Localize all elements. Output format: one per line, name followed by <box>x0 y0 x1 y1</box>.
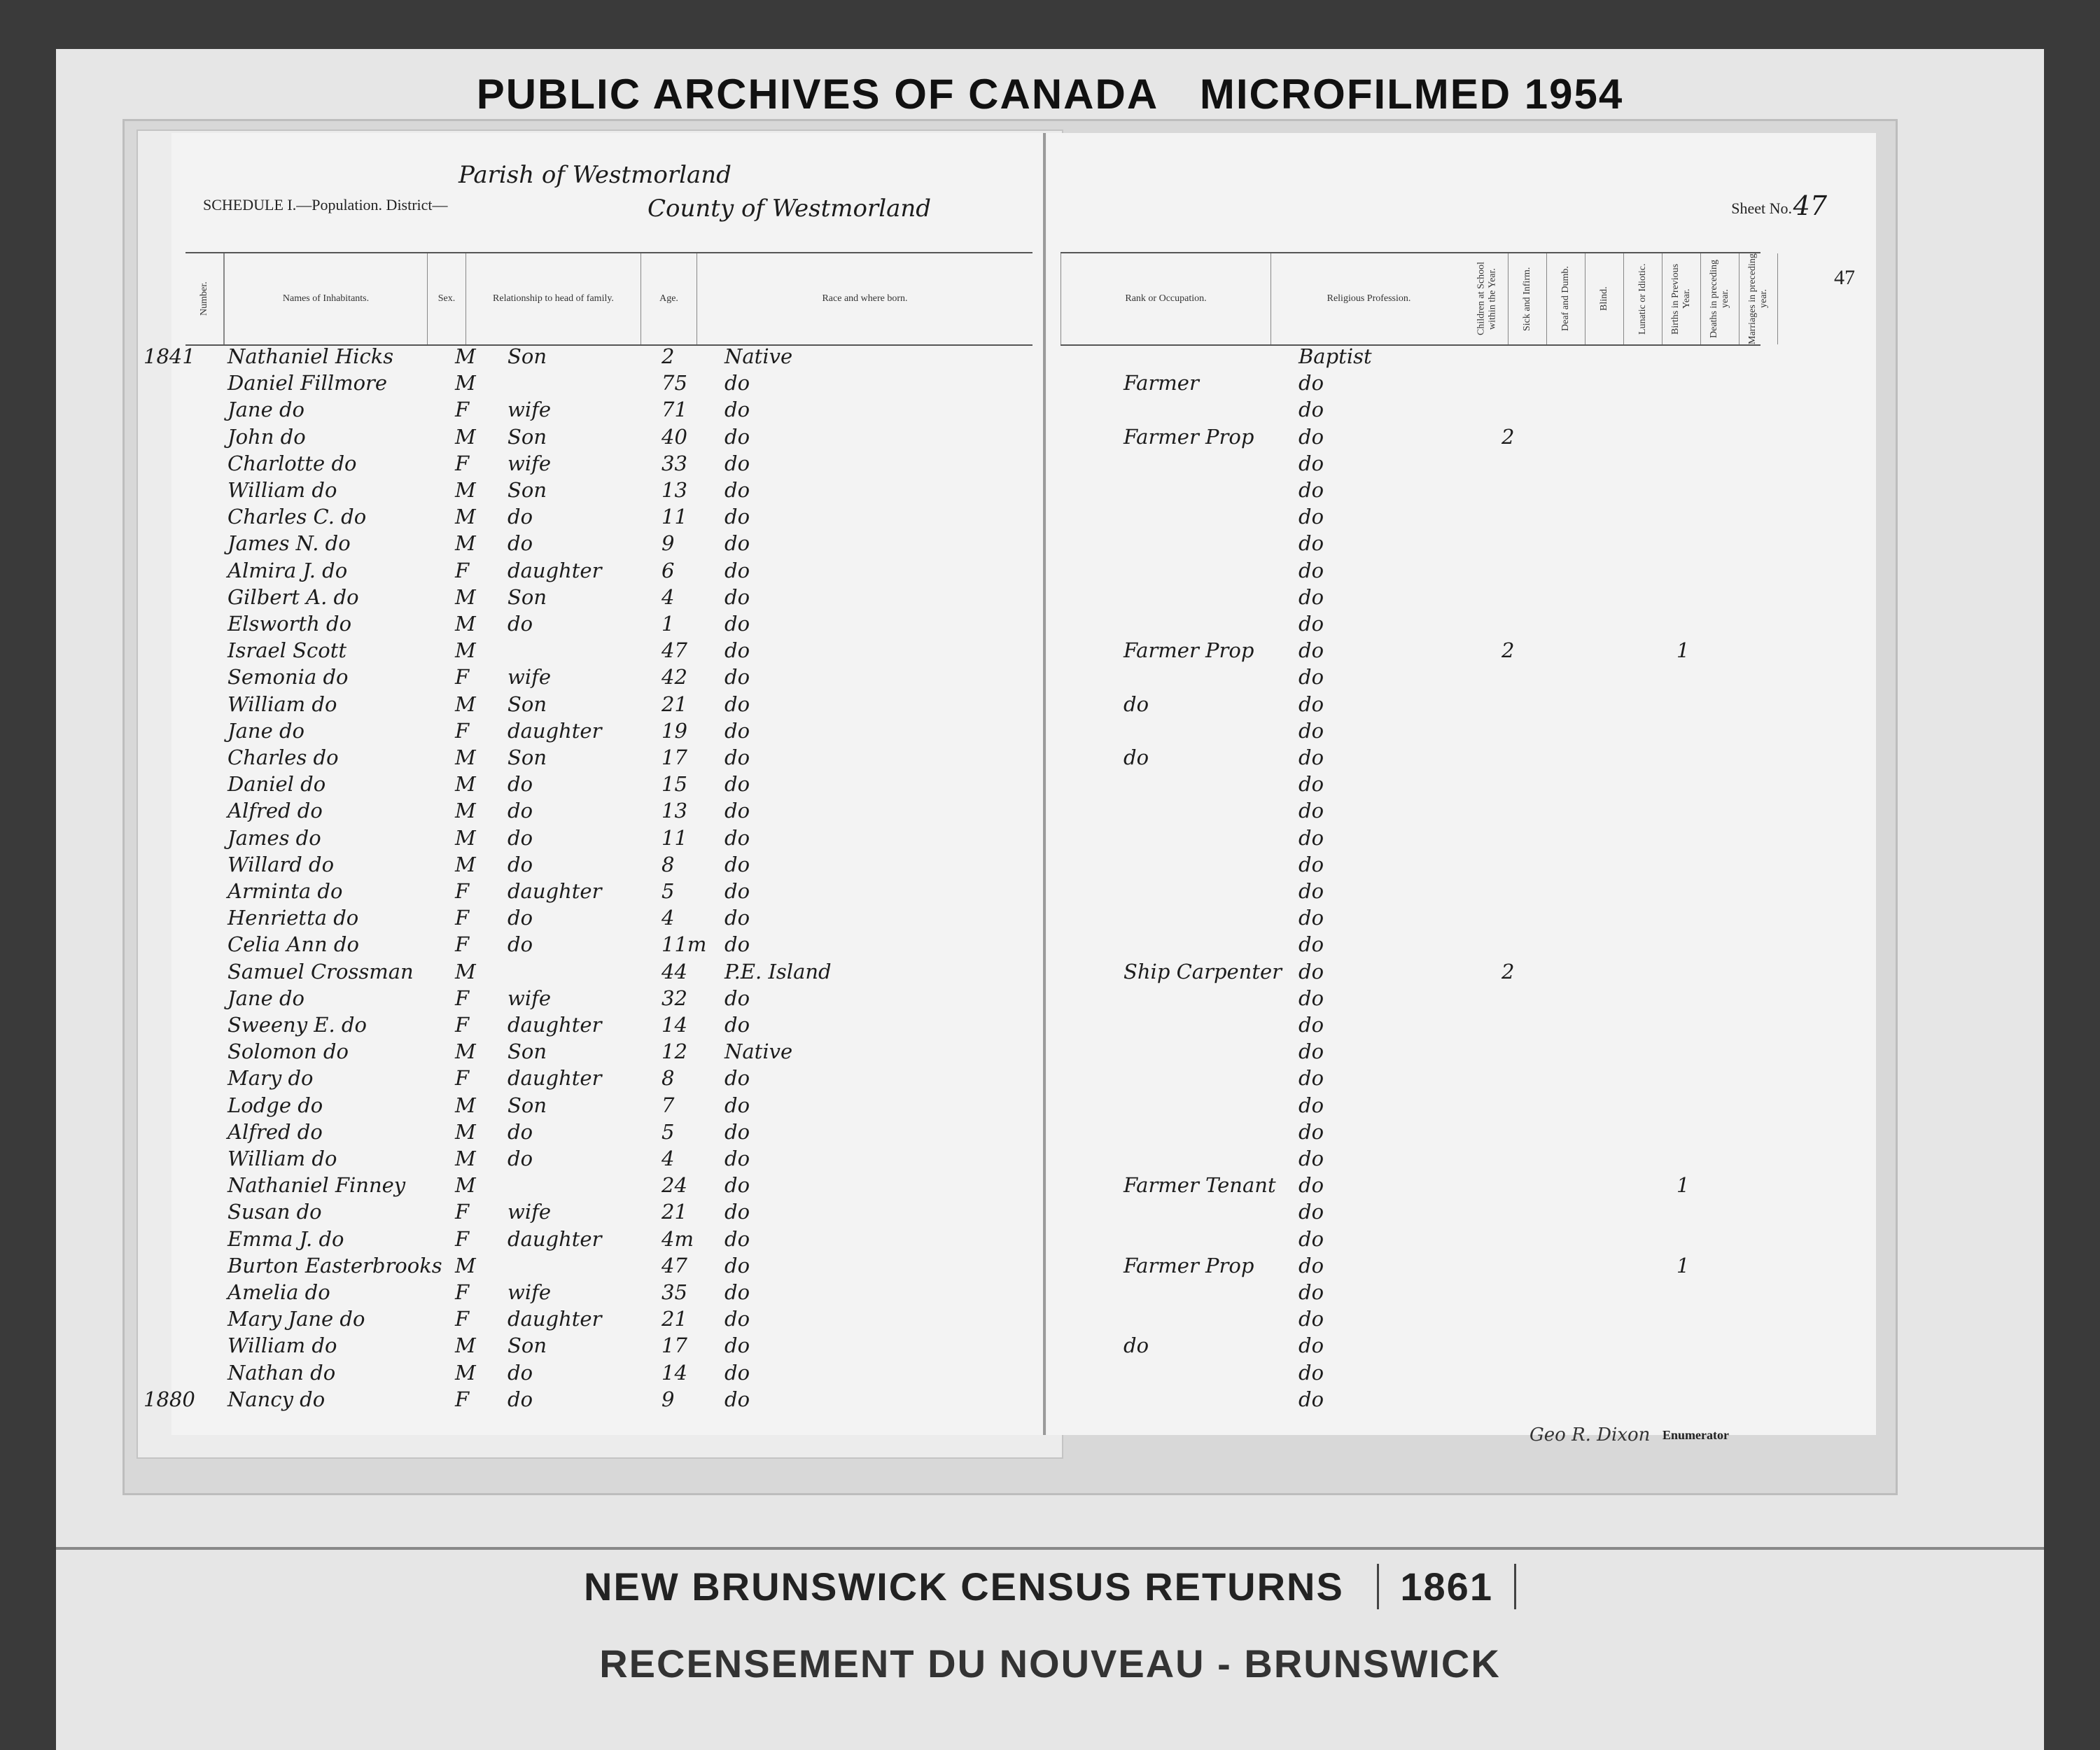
cell-name: Sweeny E. do <box>227 1013 367 1037</box>
cell-name: Elsworth do <box>227 612 352 636</box>
enumerator-signature: Geo R. Dixon <box>1530 1424 1651 1446</box>
cell-born: do <box>724 852 750 876</box>
cell-rel: do <box>507 772 533 797</box>
cell-age: 11 <box>662 505 687 529</box>
cell-rel-prof: do <box>1298 505 1324 529</box>
cell-age: 47 <box>662 638 687 663</box>
right-col-header-8: Births in Previous Year. <box>1662 253 1701 344</box>
cell-rel: daughter <box>507 879 602 903</box>
cell-rel: Son <box>507 692 547 716</box>
cell-name: William do <box>227 1147 337 1170</box>
cell-rel: do <box>507 932 533 957</box>
cell-name: Jane do <box>227 986 304 1010</box>
microfilmed-label: MICROFILMED 1954 <box>1199 71 1624 118</box>
cell-occ: Farmer <box>1124 371 1199 396</box>
cell-age: 35 <box>662 1280 687 1304</box>
cell-rel-prof: do <box>1298 825 1324 850</box>
cell-rel: Son <box>507 746 547 769</box>
right-col-header-1: Rank or Occupation. <box>1060 253 1270 344</box>
cell-rel-prof: do <box>1298 1226 1324 1251</box>
cell-rel: wife <box>507 986 551 1010</box>
cell-rel-prof: do <box>1298 718 1324 743</box>
cell-sex: M <box>455 584 476 609</box>
cell-age: 19 <box>662 718 687 743</box>
cell-school: 2 <box>1502 638 1515 663</box>
cell-rel-prof: do <box>1298 986 1324 1010</box>
cell-rel-prof: do <box>1298 1360 1324 1385</box>
cell-rel-prof: do <box>1298 1066 1324 1091</box>
cell-age: 71 <box>662 398 687 422</box>
cell-sex: M <box>455 531 476 556</box>
cell-rel: Son <box>507 584 547 609</box>
cell-sex: M <box>455 799 476 823</box>
cell-born: Native <box>724 1040 793 1064</box>
cell-rel: wife <box>507 398 551 422</box>
right-page <box>1046 133 1876 1446</box>
cell-sex: F <box>455 1013 470 1037</box>
cell-born: do <box>724 906 750 930</box>
cell-age: 14 <box>662 1013 687 1037</box>
cell-born: do <box>724 1307 750 1331</box>
cell-sex: M <box>455 825 476 850</box>
cell-school: 2 <box>1502 424 1515 449</box>
cell-name: Celia Ann do <box>227 932 359 957</box>
cell-rel-prof: do <box>1298 932 1324 957</box>
cell-sex: F <box>455 1307 470 1331</box>
cell-rel-prof: do <box>1298 665 1324 690</box>
enumerator-label: Enumerator <box>1662 1428 1729 1442</box>
right-column-headers <box>1060 252 1769 346</box>
cell-rel: do <box>507 612 533 636</box>
cell-age: 24 <box>662 1173 687 1198</box>
cell-born: do <box>724 424 750 449</box>
cell-age: 1 <box>662 612 675 636</box>
cell-sex: F <box>455 906 470 930</box>
cell-name: Mary do <box>227 1066 314 1091</box>
cell-name: Alfred do <box>227 1119 323 1144</box>
cell-rel: do <box>507 531 533 556</box>
cell-name: Arminta do <box>227 879 343 903</box>
cell-born: do <box>724 879 750 903</box>
census-year: 1861 <box>1377 1564 1516 1609</box>
cell-rel: daughter <box>507 718 602 743</box>
cell-name: Mary Jane do <box>227 1307 365 1331</box>
cell-sex: F <box>455 932 470 957</box>
cell-rel-prof: do <box>1298 906 1324 930</box>
cell-name: Alfred do <box>227 799 323 823</box>
cell-born: do <box>724 772 750 797</box>
cell-occ: Farmer Prop <box>1124 638 1254 663</box>
census-title-line <box>56 1564 2044 1609</box>
cell-occ: Ship Carpenter <box>1124 959 1282 983</box>
cell-sex: F <box>455 451 470 475</box>
cell-rel: do <box>507 825 533 850</box>
cell-born: do <box>724 825 750 850</box>
cell-rel-prof: do <box>1298 772 1324 797</box>
cell-age: 2 <box>662 344 675 368</box>
cell-rel-prof: do <box>1298 451 1324 475</box>
cell-num: 1880 <box>144 1387 195 1411</box>
cell-age: 6 <box>662 558 675 582</box>
cell-sex: M <box>455 1360 476 1385</box>
cell-rel-prof: do <box>1298 1040 1324 1064</box>
cell-rel: Son <box>507 478 547 502</box>
cell-age: 8 <box>662 1066 675 1091</box>
cell-age: 15 <box>662 772 687 797</box>
cell-born: do <box>724 1093 750 1117</box>
right-col-header-3: Children at School within the Year. <box>1466 253 1508 344</box>
cell-rel: wife <box>507 451 551 475</box>
cell-occ: Farmer Prop <box>1124 1253 1254 1278</box>
cell-age: 4 <box>662 906 675 930</box>
cell-rel-prof: do <box>1298 584 1324 609</box>
cell-rel-prof: do <box>1298 1334 1324 1358</box>
cell-occ: Farmer Tenant <box>1124 1173 1276 1198</box>
census-title: NEW BRUNSWICK CENSUS RETURNS <box>584 1564 1344 1609</box>
cell-born: do <box>724 986 750 1010</box>
cell-born: do <box>724 558 750 582</box>
cell-sex: F <box>455 398 470 422</box>
cell-rel-prof: do <box>1298 478 1324 502</box>
cell-rel-prof: do <box>1298 1280 1324 1304</box>
cell-sex: M <box>455 1334 476 1358</box>
cell-rel-prof: do <box>1298 1307 1324 1331</box>
cell-age: 17 <box>662 1334 687 1358</box>
cell-rel: do <box>507 1147 533 1170</box>
cell-age: 33 <box>662 451 687 475</box>
cell-age: 14 <box>662 1360 687 1385</box>
cell-age: 4m <box>662 1226 694 1251</box>
cell-name: Willard do <box>227 852 335 876</box>
cell-born: do <box>724 612 750 636</box>
left-col-header-3: Sex. <box>427 253 465 344</box>
cell-born: do <box>724 1200 750 1224</box>
right-col-header-9: Deaths in preceding year. <box>1701 253 1740 344</box>
cell-sex: M <box>455 692 476 716</box>
cell-occ: do <box>1124 746 1149 769</box>
cell-born: do <box>724 718 750 743</box>
cell-rel-prof: do <box>1298 612 1324 636</box>
cell-rel-prof: do <box>1298 879 1324 903</box>
cell-rel-prof: do <box>1298 799 1324 823</box>
cell-sex: M <box>455 1040 476 1064</box>
cell-rel-prof: do <box>1298 1147 1324 1170</box>
bottom-band <box>56 1547 2044 1750</box>
left-col-header-5: Age. <box>640 253 696 344</box>
cell-name: Nathaniel Hicks <box>227 344 394 368</box>
cell-born: do <box>724 1013 750 1037</box>
cell-sex: M <box>455 478 476 502</box>
cell-sex: M <box>455 424 476 449</box>
cell-name: Nathan do <box>227 1360 336 1385</box>
cell-name: Nathaniel Finney <box>227 1173 406 1198</box>
cell-rel-prof: Baptist <box>1298 344 1372 368</box>
cell-sex: F <box>455 1226 470 1251</box>
cell-school: 2 <box>1502 959 1515 983</box>
cell-age: 4 <box>662 1147 675 1170</box>
cell-occ: Farmer Prop <box>1124 424 1254 449</box>
cell-rel: wife <box>507 665 551 690</box>
cell-name: William do <box>227 478 337 502</box>
right-col-header-4: Sick and Infirm. <box>1508 253 1547 344</box>
cell-sex: F <box>455 665 470 690</box>
cell-name: Daniel do <box>227 772 326 797</box>
cell-sex: M <box>455 505 476 529</box>
cell-sex: M <box>455 746 476 769</box>
cell-rel-prof: do <box>1298 959 1324 983</box>
cell-born: do <box>724 531 750 556</box>
cell-born: do <box>724 584 750 609</box>
cell-births: 1 <box>1676 638 1690 663</box>
cell-name: William do <box>227 692 337 716</box>
cell-rel-prof: do <box>1298 852 1324 876</box>
cell-rel-prof: do <box>1298 1200 1324 1224</box>
cell-name: Lodge do <box>227 1093 323 1117</box>
cell-born: do <box>724 1387 750 1411</box>
cell-born: do <box>724 478 750 502</box>
archive-title: PUBLIC ARCHIVES OF CANADA <box>476 71 1159 118</box>
sheet-label: Sheet No. <box>1731 200 1792 217</box>
cell-rel-prof: do <box>1298 638 1324 663</box>
cell-name: Burton Easterbrooks <box>227 1253 442 1278</box>
cell-occ: do <box>1124 692 1149 716</box>
cell-rel: do <box>507 1387 533 1411</box>
cell-rel: daughter <box>507 1066 602 1091</box>
cell-age: 42 <box>662 665 687 690</box>
cell-age: 75 <box>662 371 687 396</box>
cell-born: do <box>724 1280 750 1304</box>
cell-sex: M <box>455 612 476 636</box>
cell-rel-prof: do <box>1298 1387 1324 1411</box>
cell-sex: F <box>455 1066 470 1091</box>
cell-age: 9 <box>662 1387 675 1411</box>
cell-rel: Son <box>507 424 547 449</box>
cell-rel: wife <box>507 1280 551 1304</box>
cell-born: do <box>724 665 750 690</box>
cell-births: 1 <box>1676 1173 1690 1198</box>
cell-born: do <box>724 1334 750 1358</box>
cell-age: 9 <box>662 531 675 556</box>
cell-rel-prof: do <box>1298 1253 1324 1278</box>
cell-rel: do <box>507 799 533 823</box>
cell-sex: M <box>455 371 476 396</box>
cell-born: do <box>724 1226 750 1251</box>
cell-occ: do <box>1124 1334 1149 1358</box>
cell-sex: M <box>455 1119 476 1144</box>
cell-rel-prof: do <box>1298 371 1324 396</box>
cell-age: 12 <box>662 1040 687 1064</box>
cell-sex: F <box>455 1200 470 1224</box>
county-value: County of Westmorland <box>648 195 931 223</box>
cell-age: 11 <box>662 825 687 850</box>
cell-sex: M <box>455 344 476 368</box>
cell-born: do <box>724 746 750 769</box>
cell-sex: M <box>455 959 476 983</box>
cell-rel: Son <box>507 344 547 368</box>
cell-rel: do <box>507 1360 533 1385</box>
census-subtitle: RECENSEMENT DU NOUVEAU - BRUNSWICK <box>599 1642 1501 1686</box>
cell-sex: F <box>455 986 470 1010</box>
cell-name: Jane do <box>227 718 304 743</box>
cell-age: 8 <box>662 852 675 876</box>
cell-born: P.E. Island <box>724 959 832 983</box>
cell-rel-prof: do <box>1298 1119 1324 1144</box>
cell-born: do <box>724 799 750 823</box>
cell-born: do <box>724 1119 750 1144</box>
cell-name: William do <box>227 1334 337 1358</box>
cell-sex: M <box>455 1093 476 1117</box>
cell-rel: Son <box>507 1040 547 1064</box>
cell-name: Emma J. do <box>227 1226 344 1251</box>
cell-rel: do <box>507 852 533 876</box>
cell-age: 13 <box>662 799 687 823</box>
cell-born: do <box>724 1066 750 1091</box>
cell-name: Charlotte do <box>227 451 357 475</box>
cell-name: Solomon do <box>227 1040 349 1064</box>
cell-name: Almira J. do <box>227 558 348 582</box>
cell-rel-prof: do <box>1298 1093 1324 1117</box>
cell-age: 4 <box>662 584 675 609</box>
cell-rel: Son <box>507 1093 547 1117</box>
cell-name: Charles C. do <box>227 505 367 529</box>
cell-sex: M <box>455 772 476 797</box>
cell-sex: M <box>455 638 476 663</box>
cell-born: do <box>724 932 750 957</box>
cell-rel: do <box>507 505 533 529</box>
cell-rel-prof: do <box>1298 1013 1324 1037</box>
cell-age: 44 <box>662 959 687 983</box>
page-number: 47 <box>1834 266 1855 289</box>
cell-name: Israel Scott <box>227 638 347 663</box>
sheet-number: 47 <box>1793 190 1827 221</box>
cell-rel: Son <box>507 1334 547 1358</box>
cell-born: do <box>724 1253 750 1278</box>
left-col-header-2: Names of Inhabitants. <box>224 253 427 344</box>
cell-name: Samuel Crossman <box>227 959 414 983</box>
cell-rel: do <box>507 1119 533 1144</box>
cell-born: do <box>724 692 750 716</box>
cell-rel: daughter <box>507 1013 602 1037</box>
cell-rel: daughter <box>507 1226 602 1251</box>
cell-sex: F <box>455 1387 470 1411</box>
left-column-headers <box>186 252 1032 346</box>
right-col-header-2: Religious Profession. <box>1270 253 1466 344</box>
cell-name: Semonia do <box>227 665 349 690</box>
cell-born: do <box>724 398 750 422</box>
cell-born: do <box>724 1147 750 1170</box>
cell-name: James N. do <box>227 531 351 556</box>
right-col-header-5: Deaf and Dumb. <box>1547 253 1586 344</box>
cell-sex: M <box>455 1173 476 1198</box>
cell-name: James do <box>227 825 321 850</box>
cell-age: 11m <box>662 932 707 957</box>
cell-births: 1 <box>1676 1253 1690 1278</box>
cell-rel-prof: do <box>1298 746 1324 769</box>
cell-rel-prof: do <box>1298 692 1324 716</box>
right-col-header-10: Marriages in preceding year. <box>1740 253 1778 344</box>
cell-born: do <box>724 638 750 663</box>
cell-age: 13 <box>662 478 687 502</box>
cell-sex: M <box>455 852 476 876</box>
cell-rel: do <box>507 906 533 930</box>
cell-born: do <box>724 1173 750 1198</box>
cell-rel-prof: do <box>1298 558 1324 582</box>
cell-age: 32 <box>662 986 687 1010</box>
cell-born: do <box>724 505 750 529</box>
cell-name: John do <box>227 424 306 449</box>
left-col-header-4: Relationship to head of family. <box>465 253 640 344</box>
cell-born: do <box>724 451 750 475</box>
cell-rel-prof: do <box>1298 1173 1324 1198</box>
cell-sex: M <box>455 1253 476 1278</box>
cell-age: 40 <box>662 424 687 449</box>
cell-name: Daniel Fillmore <box>227 371 388 396</box>
cell-rel-prof: do <box>1298 424 1324 449</box>
left-col-header-1: Number. <box>186 253 224 344</box>
cell-age: 17 <box>662 746 687 769</box>
cell-name: Henrietta do <box>227 906 359 930</box>
cell-name: Charles do <box>227 746 339 769</box>
cell-born: Native <box>724 344 793 368</box>
cell-rel-prof: do <box>1298 398 1324 422</box>
district-value: Parish of Westmorland <box>458 161 732 189</box>
cell-name: Jane do <box>227 398 304 422</box>
left-col-header-6: Race and where born. <box>696 253 1032 344</box>
cell-sex: M <box>455 1147 476 1170</box>
cell-sex: F <box>455 558 470 582</box>
cell-rel: wife <box>507 1200 551 1224</box>
cell-sex: F <box>455 1280 470 1304</box>
cell-born: do <box>724 1360 750 1385</box>
cell-rel: daughter <box>507 1307 602 1331</box>
cell-age: 7 <box>662 1093 675 1117</box>
cell-sex: F <box>455 718 470 743</box>
right-col-header-7: Lunatic or Idiotic. <box>1624 253 1662 344</box>
cell-name: Gilbert A. do <box>227 584 359 609</box>
cell-born: do <box>724 371 750 396</box>
cell-rel: daughter <box>507 558 602 582</box>
cell-age: 21 <box>662 692 687 716</box>
schedule-label: SCHEDULE I.—Population. District— <box>203 196 448 214</box>
cell-age: 5 <box>662 879 675 903</box>
cell-age: 47 <box>662 1253 687 1278</box>
cell-age: 21 <box>662 1200 687 1224</box>
right-col-header-6: Blind. <box>1586 253 1624 344</box>
cell-name: Susan do <box>227 1200 322 1224</box>
cell-age: 21 <box>662 1307 687 1331</box>
cell-sex: F <box>455 879 470 903</box>
cell-name: Amelia do <box>227 1280 330 1304</box>
left-page <box>144 133 1046 1435</box>
cell-age: 5 <box>662 1119 675 1144</box>
cell-num: 1841 <box>144 344 195 368</box>
cell-name: Nancy do <box>227 1387 326 1411</box>
cell-rel-prof: do <box>1298 531 1324 556</box>
